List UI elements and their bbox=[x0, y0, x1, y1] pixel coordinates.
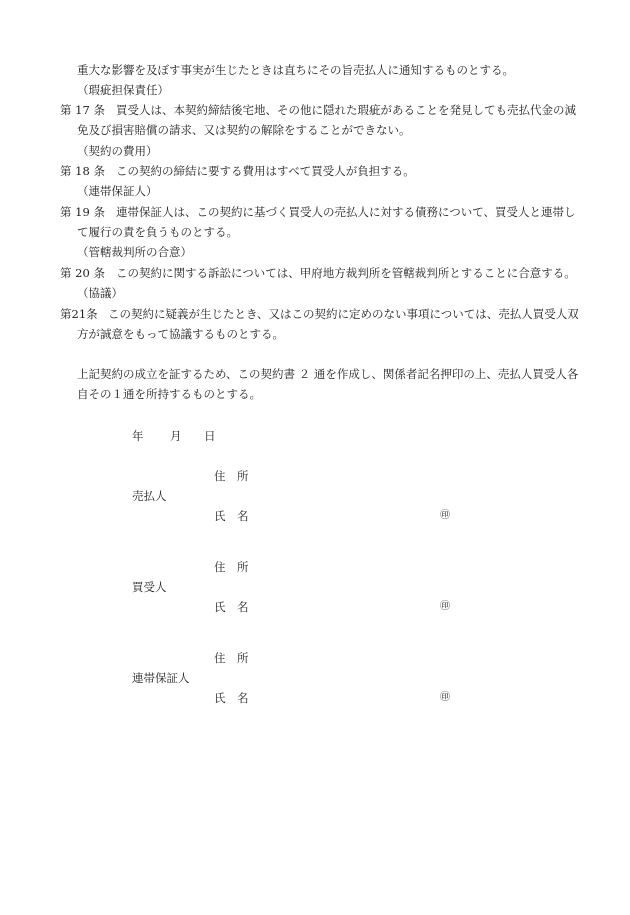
seller-party-label: 売払人 bbox=[132, 489, 167, 503]
article-21-heading: （協議） bbox=[77, 286, 123, 300]
article-19-number: 第 19 条 bbox=[60, 205, 105, 219]
article-20-text-line1: この契約に関する訴訟については、甲府地方裁判所を管轄裁判所とすることに合意する。 bbox=[116, 266, 576, 280]
guarantor-seal-mark: ㊞ bbox=[440, 692, 450, 703]
date-year-label: 年 bbox=[132, 429, 144, 443]
article-20-heading: （管轄裁判所の合意） bbox=[77, 245, 192, 259]
closing-text-line2: 自その１通を所持するものとする。 bbox=[77, 387, 261, 401]
article-19-text-line2: て履行の責を負うものとする。 bbox=[77, 225, 238, 239]
article-17-heading: （瑕疵担保責任） bbox=[77, 83, 169, 97]
guarantor-name-label: 氏 名 bbox=[214, 691, 249, 705]
date-month-label: 月 bbox=[170, 429, 182, 443]
guarantor-party-label: 連帯保証人 bbox=[132, 671, 190, 685]
article-19-text-line1: 連帯保証人は、この契約に基づく買受人の売払人に対する債務について、買受人と連帯し bbox=[116, 205, 576, 219]
article-18-heading: （契約の費用） bbox=[77, 144, 158, 158]
article-17-number: 第 17 条 bbox=[60, 103, 105, 117]
buyer-seal-mark: ㊞ bbox=[440, 601, 450, 612]
article-17-text-line2: 免及び損害賠償の請求、又は契約の解除をすることができない。 bbox=[77, 123, 411, 137]
guarantor-address-label: 住 所 bbox=[214, 651, 249, 665]
buyer-address-label: 住 所 bbox=[214, 560, 249, 574]
buyer-party-label: 買受人 bbox=[132, 580, 167, 594]
article-18-number: 第 18 条 bbox=[60, 164, 105, 178]
article-18-text-line1: この契約の締結に要する費用はすべて買受人が負担する。 bbox=[116, 164, 415, 178]
article-19-heading: （連帯保証人） bbox=[77, 184, 158, 198]
date-day-label: 日 bbox=[204, 429, 216, 443]
seller-seal-mark: ㊞ bbox=[440, 510, 450, 521]
seller-name-label: 氏 名 bbox=[214, 509, 249, 523]
article-21-text-line1: この契約に疑義が生じたとき、又はこの契約に定めのない事項については、売払人買受人双 bbox=[108, 307, 579, 321]
closing-text-line1: 上記契約の成立を証するため、この契約書 ２ 通を作成し、関係者記名押印の上、売払人買受人各 bbox=[77, 367, 579, 381]
buyer-name-label: 氏 名 bbox=[214, 600, 249, 614]
carryover-text: 重大な影響を及ぼす事実が生じたときは直ちにその旨売払人に通知するものとする。 bbox=[77, 63, 514, 77]
article-21-text-line2: 方が誠意をもって協議するものとする。 bbox=[77, 327, 284, 341]
article-20-number: 第 20 条 bbox=[60, 266, 105, 280]
article-17-text-line1: 買受人は、本契約締結後宅地、その他に隠れた瑕疵があることを発見しても売払代金の減 bbox=[116, 103, 576, 117]
seller-address-label: 住 所 bbox=[214, 469, 249, 483]
article-21-number: 第21条 bbox=[60, 307, 98, 321]
